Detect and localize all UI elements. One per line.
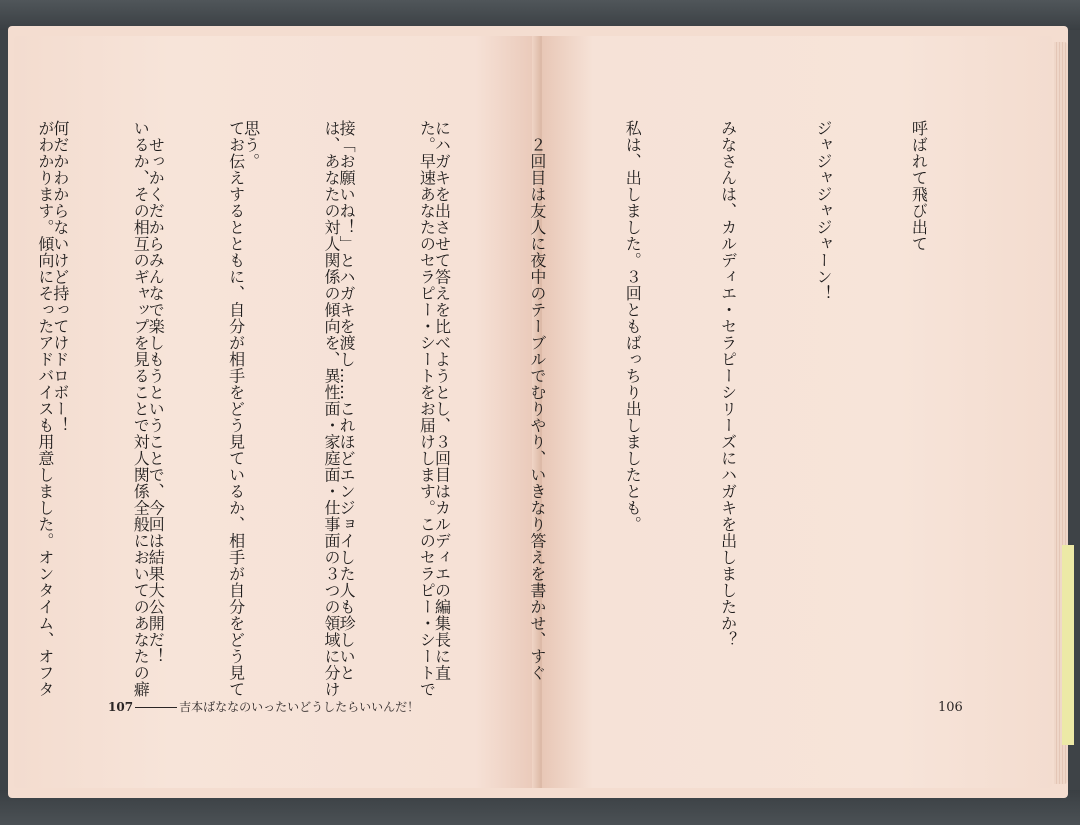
text-line: ジャジャジャジャーン！ [814, 120, 834, 302]
footer-rule [135, 707, 177, 708]
text-line: 思う。 [241, 120, 261, 170]
page-number-right: 106 [938, 700, 963, 715]
text-line: 私は、出しました。３回ともばっちり出しましたとも。 [623, 120, 643, 533]
page-number-left: 107 [108, 700, 134, 714]
yellow-tab [1062, 545, 1074, 745]
text-line: た。早速あなたのセラピー・シートをお届けします。このセラピー・シートで [417, 120, 437, 698]
text-line: ２回目は友人に夜中のテーブルでむりやり、いきなり答えを書かせ、すぐ [527, 120, 547, 681]
text-line: いるか、その相互のギャップを見ることで対人関係全般においてのあなたの癖 [131, 120, 151, 698]
text-line: てお伝えするとともに、自分が相手をどう見ているか、相手が自分をどう見て [226, 120, 246, 698]
text-line: がわかります。傾向にそったアドバイスも用意しました。オンタイム、オフタ [35, 120, 55, 698]
text-line: せっかくだからみんなで楽しもうということで、今回は結果大公開だ！ [146, 120, 166, 665]
text-line: にハガキを出させて答えを比べようとし、３回目はカルディエの編集長に直 [432, 120, 452, 681]
text-line: 呼ばれて飛び出て [909, 120, 929, 252]
text-line: 何だかわからないけど持ってけドロボー！ [50, 120, 70, 434]
running-title: 吉本ばななのいったいどうしたらいいんだ！ [179, 700, 420, 714]
text-line: みなさんは、カルディエ・セラピーシリーズにハガキを出しましたか？ [718, 120, 738, 648]
text-line: 接「お願いね！」とハガキを渡し……これほどエンジョイした人も珍しいと [337, 120, 357, 681]
text-line: は、あなたの対人関係の傾向を、異性面・家庭面・仕事面の３つの領域に分け [322, 120, 342, 698]
left-page-footer [108, 698, 419, 715]
